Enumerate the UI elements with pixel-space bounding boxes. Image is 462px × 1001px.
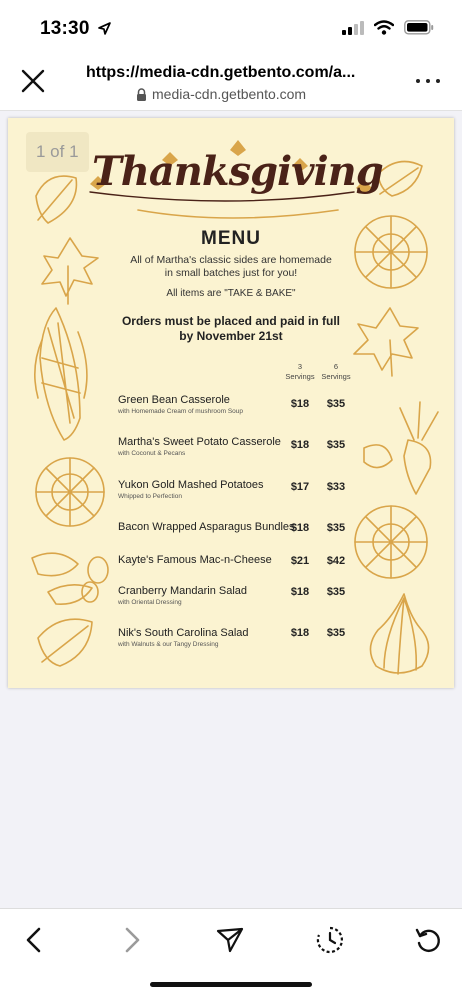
column-label: Servings [285, 372, 315, 381]
page-indicator: 1 of 1 [26, 132, 89, 172]
item-name: Yukon Gold Mashed Potatoes [118, 479, 264, 491]
status-time [40, 18, 111, 40]
bottom-toolbar [0, 908, 462, 1001]
browser-header [0, 56, 462, 111]
item-description: with Homemade Cream of mushroom Soup [118, 408, 243, 415]
item-description: with Oriental Dressing [118, 599, 182, 606]
item-description: with Coconut & Pecans [118, 450, 186, 457]
lock-icon [136, 88, 147, 101]
column-count: 6 [333, 362, 339, 371]
price-6-servings: $35 [326, 522, 346, 534]
column-header-6-servings [316, 362, 356, 382]
intro-line-1: All of Martha's classic sides are homemade [130, 254, 332, 266]
order-deadline [108, 314, 354, 344]
item-name: Cranberry Mandarin Salad [118, 585, 248, 597]
domain-text: media-cdn.getbento.com [152, 86, 307, 102]
price-6-servings: $35 [326, 627, 346, 639]
item-name: Bacon Wrapped Asparagus Bundles [118, 521, 295, 533]
menu-document[interactable] [8, 118, 454, 688]
price-3-servings: $18 [290, 586, 310, 598]
corn-illustration [40, 308, 80, 440]
intro-line-2: in small batches just for you! [164, 267, 298, 279]
leaf-illustration [36, 176, 76, 223]
battery-icon [404, 20, 434, 35]
clock-text: 13:30 [40, 18, 90, 39]
item-name: Kayte's Famous Mac-n-Cheese [118, 554, 272, 566]
cellular-signal-icon [342, 21, 364, 35]
deadline-line-2: by November 21st [179, 329, 283, 343]
price-3-servings: $21 [290, 555, 310, 567]
take-and-bake-note: All items are "TAKE & BAKE" [166, 288, 296, 299]
menu-title: Thanksgiving [92, 148, 383, 195]
item-description: with Walnuts & our Tangy Dressing [118, 641, 219, 648]
status-icons [342, 20, 434, 35]
close-icon [21, 69, 45, 93]
maple-leaf-illustration-right [354, 308, 418, 376]
location-arrow-icon [98, 22, 111, 35]
price-3-servings: $18 [290, 627, 310, 639]
column-count: 3 [297, 362, 303, 371]
url-domain [136, 86, 306, 102]
history-icon [315, 925, 345, 955]
history-button[interactable] [310, 923, 350, 957]
more-button[interactable] [416, 74, 440, 88]
url-title[interactable]: https://media-cdn.getbento.com/a... [86, 64, 356, 81]
column-label: Servings [321, 372, 351, 381]
intro-text [108, 254, 354, 280]
wifi-icon [374, 20, 394, 35]
price-3-servings: $18 [290, 439, 310, 451]
item-description: Whipped to Perfection [118, 493, 182, 500]
oak-leaf-illustration [38, 619, 92, 666]
leaf-illustration-right [378, 162, 422, 197]
home-indicator [150, 982, 312, 987]
status-bar [0, 0, 462, 56]
price-6-servings: $42 [326, 555, 346, 567]
close-button[interactable] [16, 64, 50, 98]
item-name: Nik's South Carolina Salad [118, 627, 249, 639]
deadline-line-1: Orders must be placed and paid in full [121, 314, 341, 328]
back-button[interactable] [14, 923, 54, 957]
carrot-illustration [400, 402, 438, 494]
forward-icon [122, 927, 142, 953]
back-icon [24, 927, 44, 953]
menu-heading: MENU [201, 228, 261, 249]
column-header-3-servings [280, 362, 320, 382]
item-name: Martha's Sweet Potato Casserole [118, 436, 281, 448]
share-icon [216, 927, 244, 953]
more-icon [416, 79, 420, 83]
price-3-servings: $18 [290, 398, 310, 410]
reload-button[interactable] [408, 923, 448, 957]
price-3-servings: $18 [290, 522, 310, 534]
price-3-servings: $17 [290, 481, 310, 493]
price-6-servings: $33 [326, 481, 346, 493]
price-6-servings: $35 [326, 439, 346, 451]
forward-button[interactable] [112, 923, 152, 957]
price-6-servings: $35 [326, 398, 346, 410]
item-name: Green Bean Casserole [118, 394, 230, 406]
share-button[interactable] [210, 923, 250, 957]
reload-icon [414, 926, 442, 954]
price-6-servings: $35 [326, 586, 346, 598]
